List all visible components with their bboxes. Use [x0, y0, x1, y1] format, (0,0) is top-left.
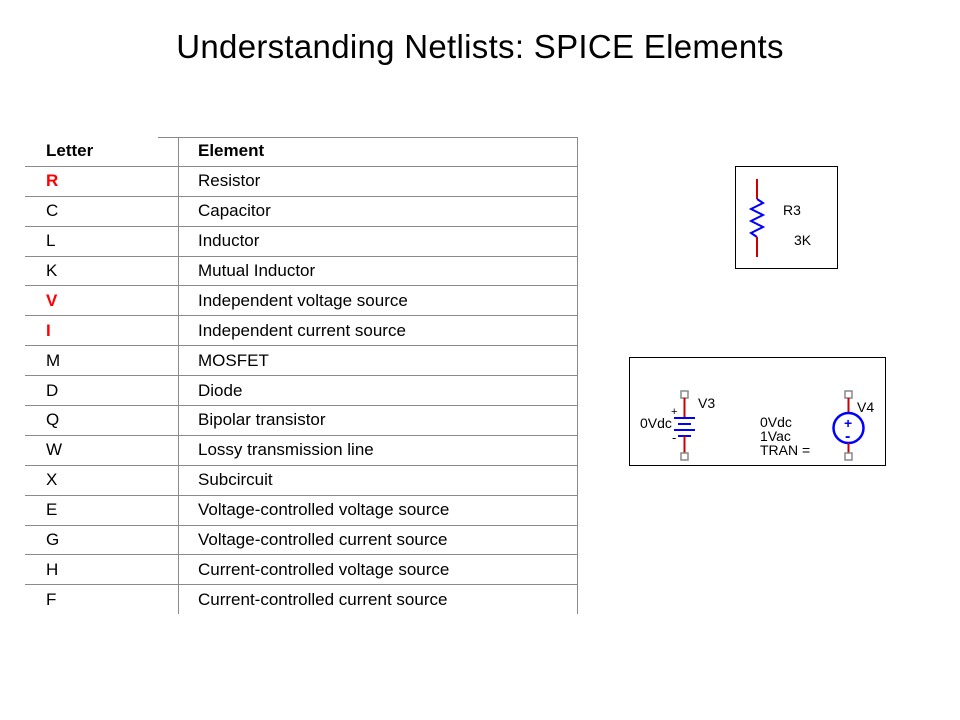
element-letter: F: [25, 585, 179, 614]
element-letter: W: [25, 435, 179, 465]
table-row: [25, 286, 578, 316]
table-row: [25, 406, 578, 436]
element-letter: K: [25, 256, 179, 286]
element-letter: D: [25, 376, 179, 406]
element-name: Voltage-controlled voltage source: [179, 495, 578, 525]
element-name: Resistor: [179, 166, 578, 196]
element-letter: X: [25, 465, 179, 495]
table-row: [25, 256, 578, 286]
table-row: [25, 226, 578, 256]
table-row: [25, 435, 578, 465]
ac-source-tran-value: TRAN =: [760, 442, 811, 458]
dc-minus-sign: -: [672, 430, 677, 445]
element-name: Subcircuit: [179, 465, 578, 495]
source-symbols-drawing: [630, 358, 885, 465]
element-name: Lossy transmission line: [179, 435, 578, 465]
battery-icon: [674, 391, 695, 460]
table-row: [25, 316, 578, 346]
resistor-value-label: 3K: [794, 232, 812, 248]
ac-plus-sign: +: [844, 415, 853, 431]
dc-source-value: 0Vdc: [640, 415, 672, 431]
table-row: [25, 196, 578, 226]
resistor-symbol-panel: [735, 166, 838, 269]
ac-source-dc-value: 0Vdc: [760, 414, 792, 430]
ac-source-ac-value: 1Vac: [760, 428, 791, 444]
element-name: Capacitor: [179, 196, 578, 226]
element-name: Inductor: [179, 226, 578, 256]
element-name: Independent voltage source: [179, 286, 578, 316]
table-header-row: [25, 137, 578, 166]
element-letter: G: [25, 525, 179, 555]
element-name: MOSFET: [179, 346, 578, 376]
element-letter: R: [25, 166, 179, 196]
column-header-element: Element: [179, 137, 578, 166]
table-row: [25, 465, 578, 495]
element-letter: I: [25, 316, 179, 346]
column-header-letter: Letter: [25, 137, 179, 166]
page-title: Understanding Netlists: SPICE Elements: [176, 28, 784, 65]
table-row: [25, 495, 578, 525]
element-name: Voltage-controlled current source: [179, 525, 578, 555]
table-row: [25, 376, 578, 406]
table-row: [25, 346, 578, 376]
dc-plus-sign: +: [671, 406, 678, 418]
element-name: Bipolar transistor: [179, 406, 578, 436]
element-letter: M: [25, 346, 179, 376]
element-name: Diode: [179, 376, 578, 406]
sources-symbol-panel: [629, 357, 886, 466]
element-name: Current-controlled current source: [179, 585, 578, 614]
element-letter: H: [25, 555, 179, 585]
element-letter: Q: [25, 406, 179, 436]
ac-source-name: V4: [857, 399, 875, 415]
element-name: Independent current source: [179, 316, 578, 346]
element-name: Mutual Inductor: [179, 256, 578, 286]
table-row: [25, 525, 578, 555]
element-letter: V: [25, 286, 179, 316]
element-letter: E: [25, 495, 179, 525]
resistor-name-label: R3: [783, 202, 801, 218]
element-name: Current-controlled voltage source: [179, 555, 578, 585]
ac-minus-sign: -: [845, 428, 851, 445]
table-row: [25, 166, 578, 196]
element-letter: L: [25, 226, 179, 256]
element-letter: C: [25, 196, 179, 226]
table-row: [25, 555, 578, 585]
spice-elements-table: [25, 137, 578, 614]
table-row: [25, 585, 578, 614]
dc-source-name: V3: [698, 395, 716, 411]
